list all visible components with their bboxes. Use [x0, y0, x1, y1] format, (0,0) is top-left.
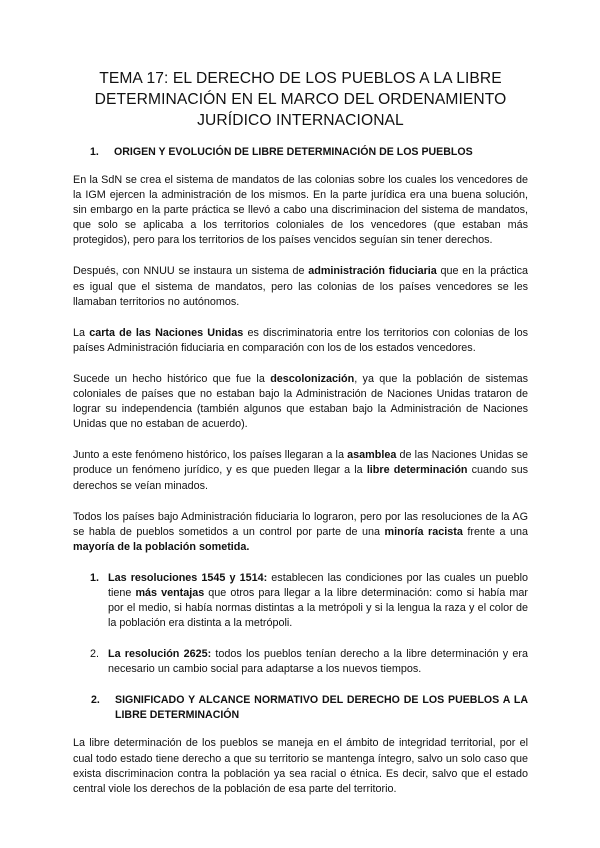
text: de las Naciones Unidas se produce un fenómeno jurídico, y es que pueden llegar a la [73, 449, 528, 477]
list-item-text [108, 647, 528, 677]
text: Junto a este fenómeno histórico, los países llegaran a la [73, 449, 348, 462]
text: Después, con NNUU se instaura un sistema de [73, 265, 309, 278]
text: Sucede un hecho histórico que fue la [73, 372, 271, 385]
resolutions-list [73, 571, 528, 678]
list-number: 2. [90, 648, 100, 661]
list-item [73, 647, 528, 677]
bold-text: descolonización [270, 372, 355, 385]
text: que otros para llegar a la libre determinación: como si había mar por el medio, si había normas distintas a la metrópoli y si la lengua la raza y el color de la población era distinta a la metrópoli. [108, 586, 528, 630]
section-1-title: ORIGEN Y EVOLUCIÓN DE LIBRE DETERMINACIÓN DE LOS PUEBLOS [114, 146, 473, 158]
bold-text: Las resoluciones 1545 y 1514: [108, 571, 268, 584]
paragraph-asamblea [73, 448, 528, 493]
bold-text: más ventajas [135, 586, 205, 599]
paragraph-sdn-mandatos: En la SdN se crea el sistema de mandatos de las colonias sobre los cuales los vencedores de la IGM ejercen la administración de los mismos. En la parte jurídica era una buena solución, sin embargo en la parte práctica se llevó a cabo una discriminacion del sistema de mandatos, que solo se aplicaba a los territorios coloniales de los vencedores (que estaban más protegidos), pero para los territorios de los países vencidos seguían sin tener derechos. [73, 174, 528, 247]
paragraph-carta-nnuu [73, 326, 528, 356]
text: La [73, 326, 90, 339]
page-title [73, 68, 528, 131]
section-2-title: SIGNIFICADO Y ALCANCE NORMATIVO DEL DERECHO DE LOS PUEBLOS A LA LIBRE DETERMINACIÓN [115, 694, 528, 722]
bold-text: administración fiduciaria [308, 265, 437, 278]
paragraph-minoria-racista [73, 510, 528, 555]
text: , ya que la población de sistemas coloniales de países que no estaban bajo la Administración de Naciones Unidas trataron de lograr su independencia (también algunos que estaban bajo la Administración de Naciones Unidas que no estaban de acuerdo). [73, 372, 528, 431]
title-line-1: TEMA 17: EL DERECHO DE LOS PUEBLOS A LA LIBRE [99, 70, 502, 87]
section-2-heading [73, 693, 528, 723]
bold-text: asamblea [347, 449, 397, 462]
list-item [73, 571, 528, 631]
section-1-number: 1. [90, 146, 99, 158]
text: es discriminatoria entre los territorios con colonias de los países Administración fiduciaria en comparación con los de los estados vencedores. [73, 326, 528, 354]
text: establecen las condiciones por las cuales un pueblo tiene [108, 571, 528, 599]
text: frente a una [462, 525, 529, 538]
text: que en la práctica es igual que el sistema de mandatos, pero las colonias de los países vencedores se les llamaban territorios no autónomos. [73, 265, 529, 308]
bold-text: mayoría de la población sometida. [73, 540, 250, 553]
section-1-heading [73, 145, 528, 160]
list-item-text [108, 571, 528, 631]
title-line-2: DETERMINACIÓN EN EL MARCO DEL ORDENAMIENTO [94, 91, 507, 108]
bold-text: libre determinación [366, 464, 468, 477]
text: Todos los países bajo Administración fiduciaria lo lograron, pero por las resoluciones de la AG se habla de pueblos sometidos a un control por parte de una [73, 510, 528, 538]
paragraph-descolonizacion [73, 372, 528, 432]
paragraph-nnuu-fiduciaria [73, 264, 528, 309]
text: cuando sus derechos se veían minados. [73, 464, 528, 492]
section-2-number: 2. [91, 694, 100, 707]
bold-text: carta de las Naciones Unidas [89, 326, 244, 339]
title-line-3: JURÍDICO INTERNACIONAL [197, 112, 404, 129]
bold-text: La resolución 2625: [108, 648, 212, 661]
paragraph-integridad-territorial: La libre determinación de los pueblos se maneja en el ámbito de integridad territorial, por el cual todo estado tiene derecho a que su territorio se mantenga íntegro, salvo un solo caso que exista discriminacion contra la población ya sea racial o étnica. Es decir, salvo que el estado central viole los derechos de la población de esa parte del territorio. [73, 737, 528, 795]
list-number: 1. [90, 571, 100, 584]
text: todos los pueblos tenían derecho a la libre determinación y era necesario un cambio social para adaptarse a los nuevos tiempos. [108, 648, 529, 676]
bold-text: minoría racista [384, 525, 463, 538]
